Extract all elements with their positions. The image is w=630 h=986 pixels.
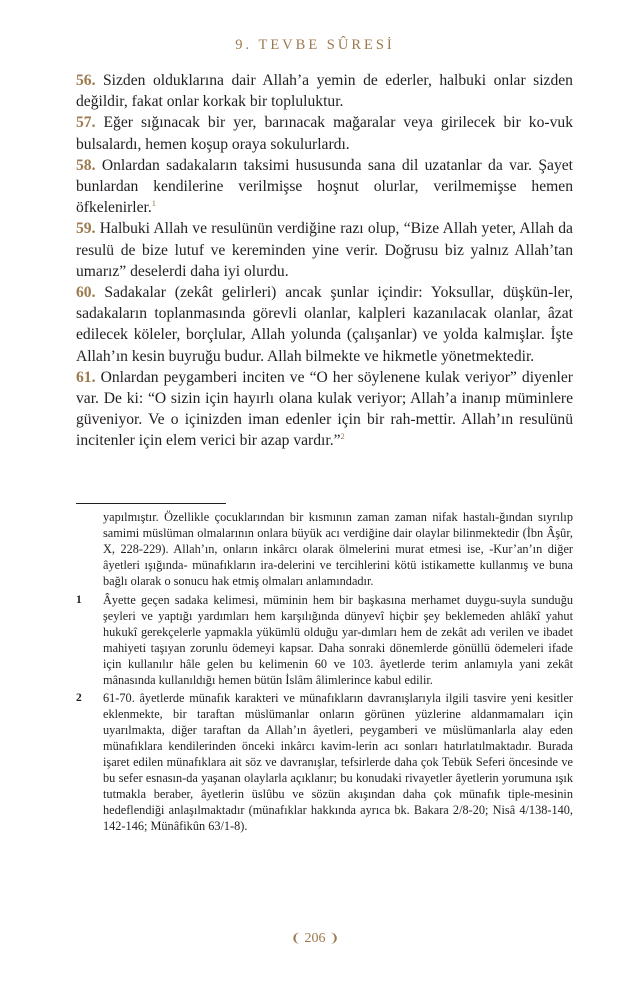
right-ornament-icon: ❩	[329, 931, 340, 945]
verse-text: Eğer sığınacak bir yer, barınacak mağaralar veya girilecek bir ko-vuk bulsalardı, hemen koşup oraya sokulurlardı.	[76, 114, 573, 153]
page-number	[0, 931, 630, 947]
footnote-continuation	[76, 510, 573, 590]
footnote-separator	[76, 503, 226, 504]
footnotes-section	[76, 510, 573, 838]
footnote-ref-2[interactable]: 2	[340, 431, 345, 442]
verse-number: 56.	[76, 72, 96, 89]
verse-number: 58.	[76, 156, 96, 174]
verse-57	[76, 112, 573, 154]
verse-59	[76, 218, 573, 282]
verse-58	[76, 155, 573, 219]
footnote-text: yapılmıştır. Özellikle çocuklarından bir kısmının zaman zaman nifak hastalı-ğından sıyrılıp samimi müslüman olmalarının onlara büyük acı verdiğine dair olaylar bilinmektedir (İbn Âşûr, X, 228-229). Allah’ın, onların inkârcı olarak ölmelerini murat etmesi ise, -Kur’an’ın diğer âyetleri ışığında- münafıkların ira-delerini ve tercihlerini kötü istikamette kullanmış ve buna bağlı olarak o sonucu hak etmiş olmaları anlamındadır.	[103, 510, 573, 588]
verse-list	[76, 70, 573, 452]
footnote-ref-1[interactable]: 1	[151, 198, 157, 209]
running-header: 9. TEVBE SÛRESİ	[235, 37, 395, 53]
footnote-mark: 1	[76, 593, 82, 606]
verse-text: Halbuki Allah ve resulünün verdiğine razı olup, “Bize Allah yeter, Allah da resulü de bize lutuf ve kereminden yine verir. Doğrusu biz yalnız Allah’tan umarız” deselerdi daha iyi olurdu.	[76, 220, 573, 280]
verse-56	[76, 70, 573, 112]
page-number-value: 206	[304, 931, 326, 946]
verse-number: 59.	[76, 220, 96, 238]
footnote-2	[76, 691, 573, 835]
verse-60	[76, 282, 573, 367]
verse-number: 61.	[76, 368, 96, 386]
left-ornament-icon: ❨	[290, 931, 301, 945]
verse-number: 57.	[76, 114, 96, 132]
footnote-1	[76, 593, 573, 689]
footnote-mark: 2	[76, 692, 82, 705]
verse-text: Onlardan peygamberi inciten ve “O her söylenene kulak veriyor” diyenler var. De ki: “O sizin için hayırlı olana kulak veriyor; Allah’a inanıp müminlere güveniyor. Ve o içinizden iman edenler için bir rah-mettir. Allah’ın resulünü incitenler için elem verici bir azap vardır.”	[76, 368, 573, 450]
verse-text: Sadakalar (zekât gelirleri) ancak şunlar içindir: Yoksullar, düşkün-ler, sadakaların toplanmasında görevli olanlar, kalpleri kazanılacak olanlar, âzat edilecek köleler, borçlular, Allah yolunda (çalışanlar) ve yolda kalmışlar. İşte Allah’ın kesin buyruğu budur. Allah bilmekte ve hikmetle yönetmektedir.	[76, 284, 573, 365]
footnote-text: 61-70. âyetlerde münafık karakteri ve münafıkların davranışlarıyla ilgili tasvire yeni kesitler eklenmekte, bir taraftan müslümanlar onların görünen yüzlerine aldanmamaları için uyarılmakta, diğer taraftan da Allah’ın âyetleri, peygamberi ve müslümanlarla alay eden münafıklara kendilerinden önceki inkârcı kavim-lerin acı sonları hatırlatılmaktadır. Burada işaret edilen münafıklara ait söz ve davranışlar, tefsirlerde daha çok Tebük Seferi öncesinde ve bu sefer esnasın-da yaşanan olaylarla açıklanır; bu konudaki rivayetler âyetlerin yorumuna ışık tutmakla beraber, âyetlerin üslûbu ve sözün akışından daha çok münafık tiple-mesinin hedeflendiği anlaşılmaktadır (münafıklar hakkında ayrıca bk. Bakara 2/8-20; Nisâ 4/138-140, 142-146; Münâfikûn 63/1-8).	[103, 691, 573, 834]
footnote-text: Âyette geçen sadaka kelimesi, müminin hem bir başkasına merhamet duygu-suyla sunduğu şeyleri ve yaptığı yardımları hem karşılığında dünyevî hiçbir şey beklemeden ahlâkî yahut hukukî gerekçelerle yapmakla yükümlü olduğu yar-dımları hem de zekât adı verilen ve ibadet mahiyeti taşıyan zorunlu ödemeyi kapsar. Daha sonraki dönemlerde gönüllü ödemeleri ifade için kullanılır hâle gelen bu kelimenin 60 ve 103. âyetlerde terim anlamıyla yani zekât mânasında kullanıldığı hemen bütün İslâm âlimlerince kabul edilir.	[103, 592, 573, 687]
verse-number: 60.	[76, 284, 96, 302]
verse-text: Onlardan sadakaların taksimi hususunda sana dil uzatanlar da var. Şayet bunlardan kendilerine verilmişse hoşnut olurlar, verilmemişse hemen öfkelenirler.	[76, 156, 573, 217]
verse-61	[76, 367, 573, 452]
verse-text: Sizden olduklarına dair Allah’a yemin de ederler, halbuki onlar sizden değildir, fakat onlar korkak bir topluluktur.	[76, 72, 573, 111]
